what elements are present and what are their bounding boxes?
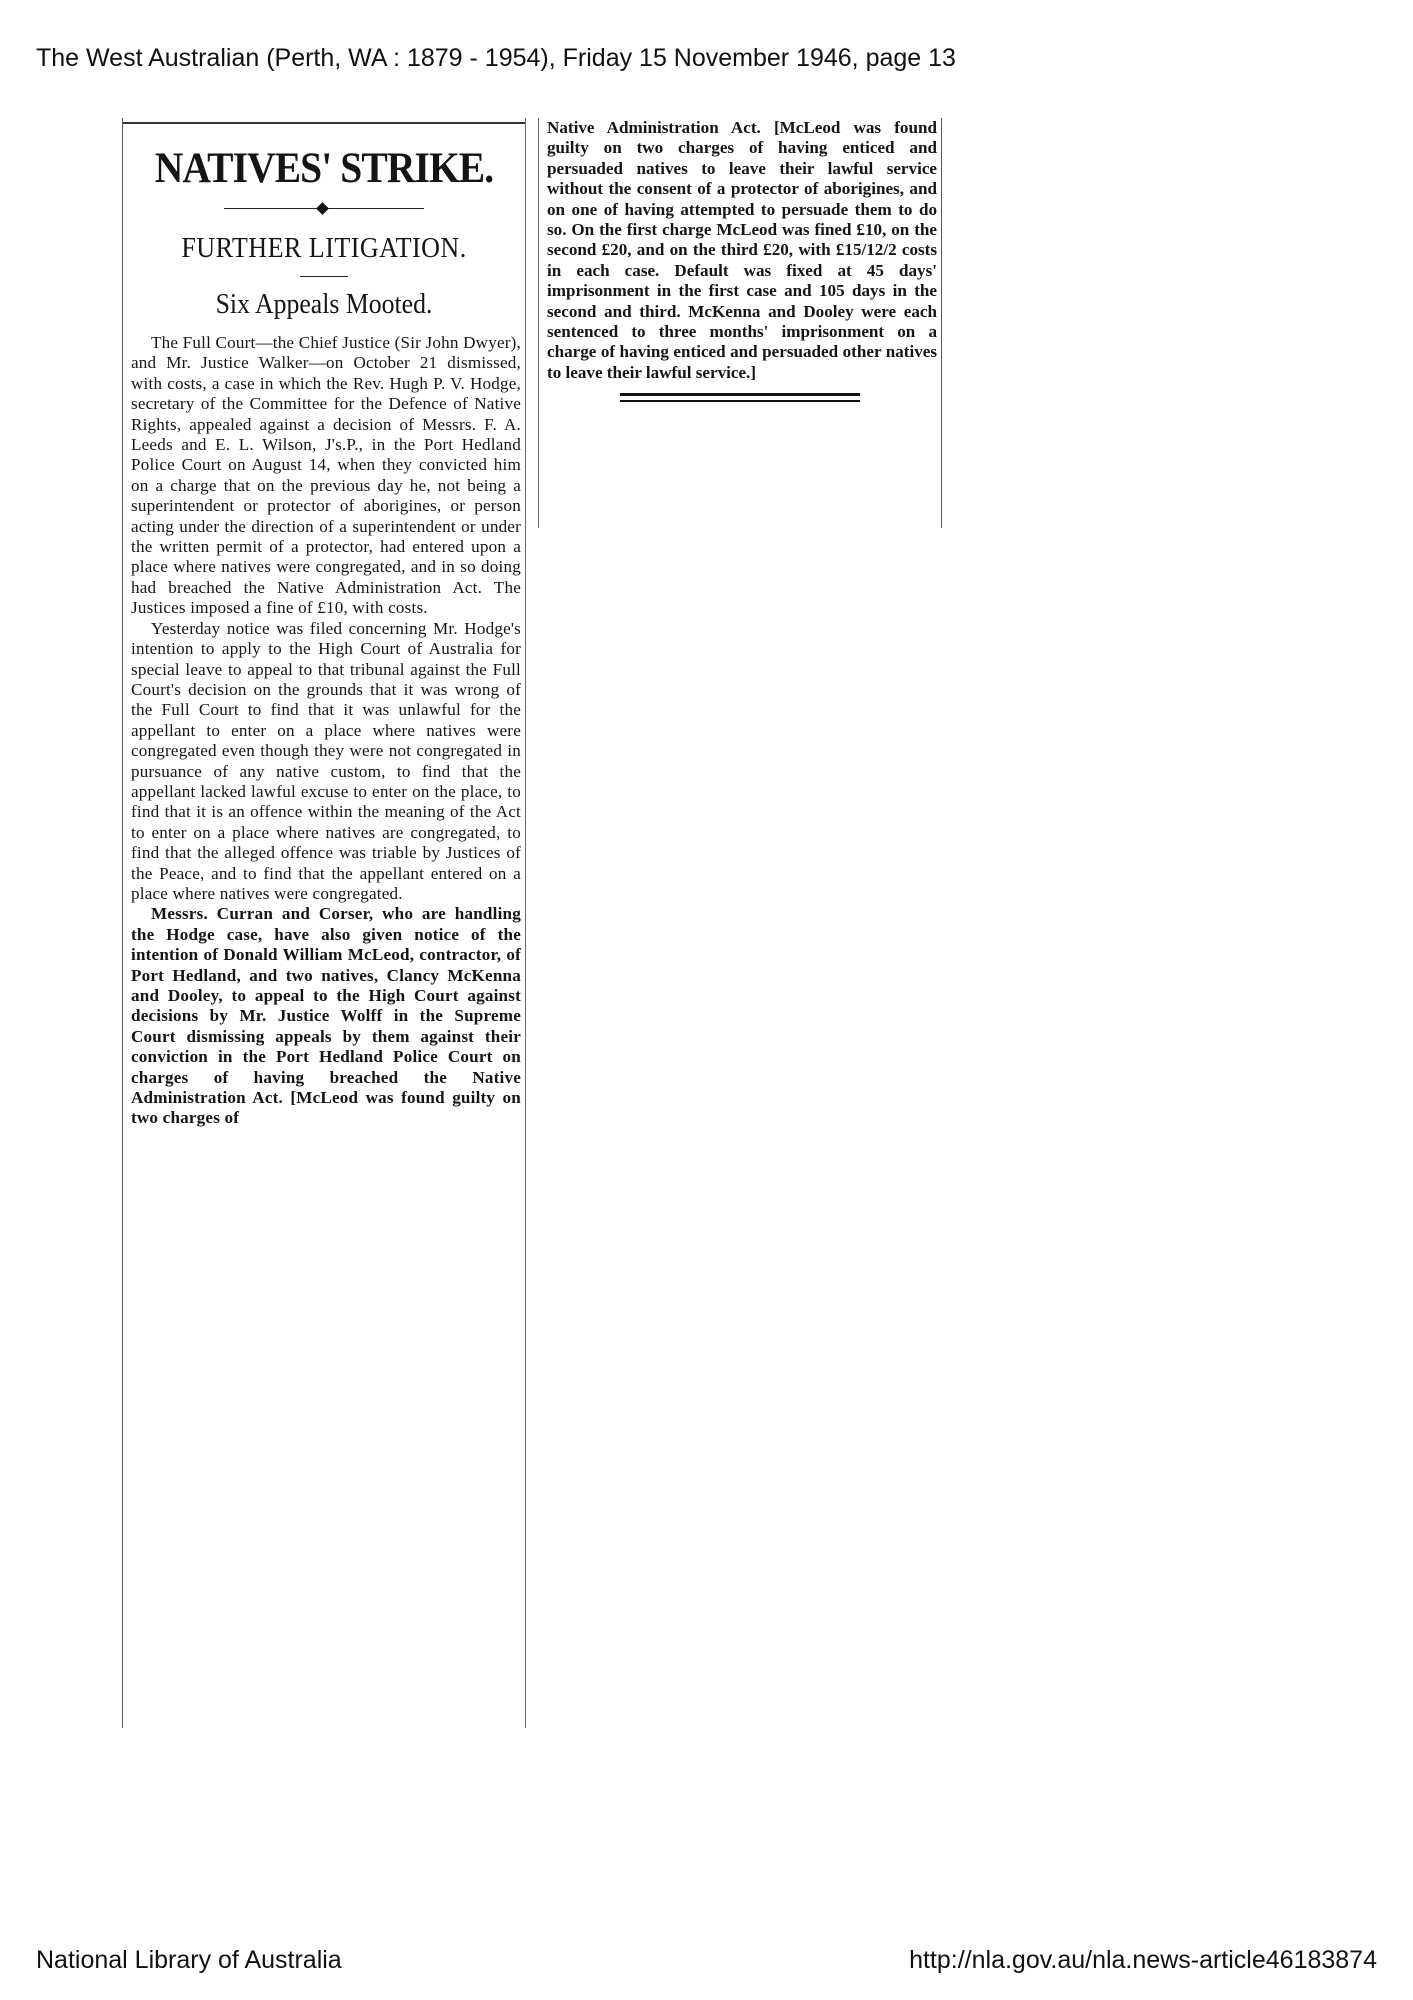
paragraph-3-part-2: Native Administration Act. [McLeod was found guilty on two charges of having enticed and persuaded natives to leave their lawful service without the consent of a protector of aborigines, and on one of having attempted to persuade them to do so. On the first charge McLeod was fined £10, on the second £20, and on the third £20, with £15/12/2 costs in each case. Default was fixed at 45 days' imprisonment in the first case and 105 days in the second and third. McKenna and Dooley were each sentenced to three months' imprisonment on a charge of having enticed and persuaded other natives to leave their lawful service.] <box>547 118 937 382</box>
article-subheadline: FURTHER LITIGATION. <box>181 232 467 264</box>
article-deck: Six Appeals Mooted. <box>215 289 433 320</box>
article-body-column-1 <box>123 333 525 1129</box>
subheadline-rule <box>300 276 348 277</box>
paragraph-1: The Full Court—the Chief Justice (Sir John Dwyer), and Mr. Justice Walker—on October 21 dismissed, with costs, a case in which the Rev. Hugh P. V. Hodge, secretary of the Committee for the Defence of Native Rights, appealed against a decision of Messrs. F. A. Leeds and E. L. Wilson, J's.P., in the Port Hedland Police Court on August 14, when they convicted him on a charge that on the previous day he, not being a superintendent or protector of aborigines, or person acting under the direction of a superintendent or under the written permit of a protector, had entered upon a place where natives were congregated, and in so doing had breached the Native Administration Act. The Justices imposed a fine of £10, with costs. <box>131 333 521 618</box>
paragraph-2: Yesterday notice was filed concerning Mr. Hodge's intention to apply to the High Court of Australia for special leave to appeal to that tribunal against the Full Court's decision on the grounds that it was wrong of the Full Court to find that it was unlawful for the appellant to enter on a place where natives were congregated even though they were not congregated in pursuance of any native custom, to find that the appellant lacked lawful excuse to enter on the place, to find that it is an offence within the meaning of the Act to enter on a place where natives are congregated, to find that the alleged offence was triable by Justices of the Peace, and to find that the appellant entered on a place where natives were congregated. <box>131 618 521 903</box>
newspaper-clipping <box>118 118 948 1728</box>
article-headline: NATIVES' STRIKE. <box>154 145 494 192</box>
article-column-1 <box>122 118 526 1728</box>
paragraph-3-part-1: Messrs. Curran and Corser, who are handling the Hodge case, have also given notice of the intention of Donald William McLeod, contractor, of Port Hedland, and two natives, Clancy McKenna and Dooley, to appeal to the High Court against decisions by Mr. Justice Wolff in the Supreme Court dismissing appeals by them against their conviction in the Port Hedland Police Court on charges of having breached the Native Administration Act. [McLeod was found guilty on two charges of <box>131 904 521 1128</box>
article-end-rule <box>620 393 860 402</box>
article-body-column-2 <box>539 118 941 383</box>
footer-library-name: National Library of Australia <box>36 1946 342 1974</box>
citation-header: The West Australian (Perth, WA : 1879 - 1954), Friday 15 November 1946, page 13 <box>36 44 956 72</box>
footer-article-url[interactable]: http://nla.gov.au/nla.news-article46183874 <box>909 1946 1377 1974</box>
article-column-2 <box>538 118 942 528</box>
headline-ornament <box>224 204 424 214</box>
